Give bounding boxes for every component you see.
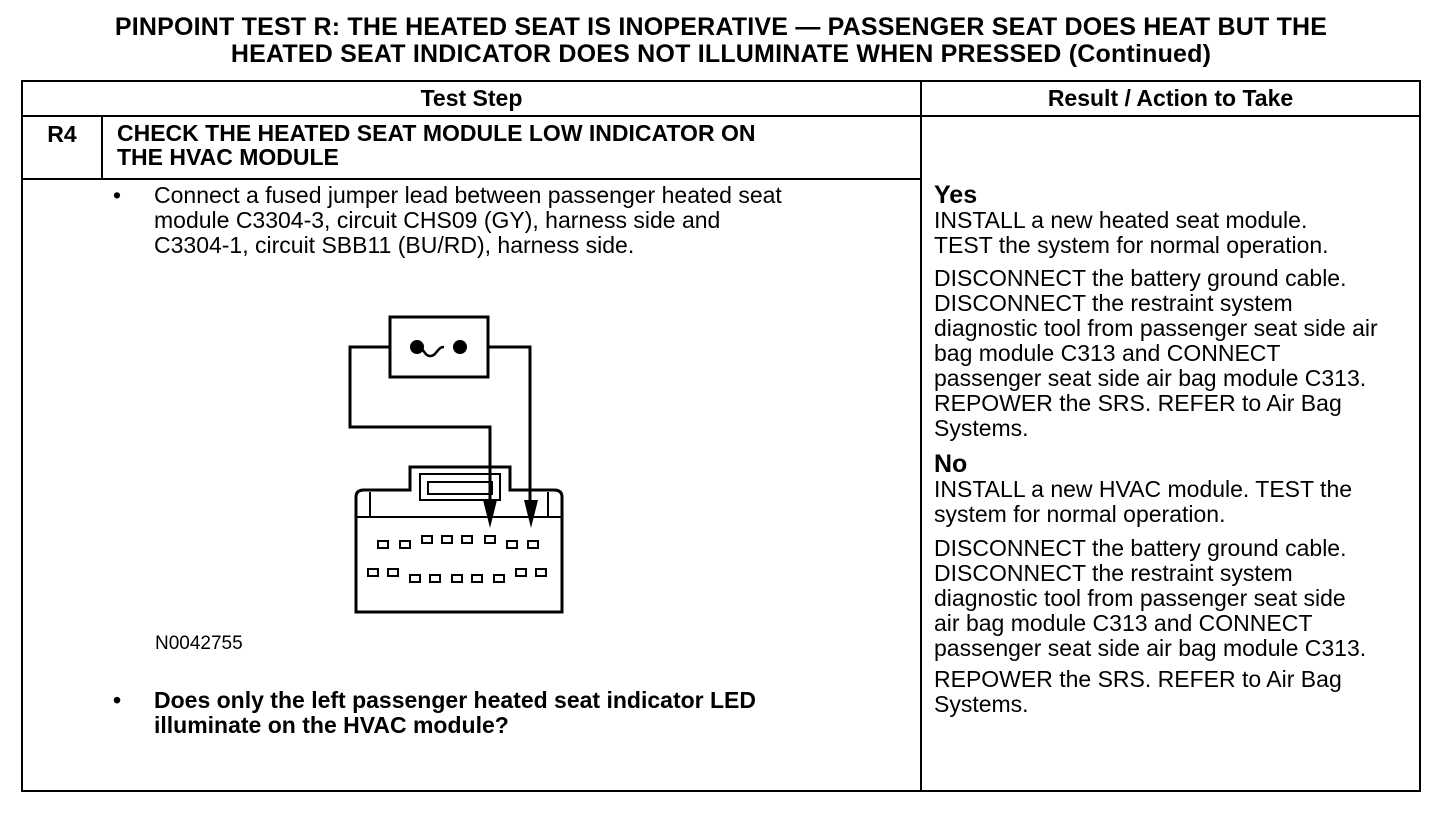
question-text bbox=[154, 688, 894, 738]
note-line: diagnostic tool from passenger seat side bbox=[934, 585, 1346, 611]
connector-cavity bbox=[472, 575, 482, 582]
header-test-step: Test Step bbox=[420, 85, 523, 111]
result-yes-label: Yes bbox=[934, 181, 978, 209]
connector-latch-slot bbox=[428, 482, 492, 494]
connector-cavity bbox=[516, 569, 526, 576]
title-line-2: HEATED SEAT INDICATOR DOES NOT ILLUMINATE WHEN PRESSED (Continued) bbox=[230, 40, 1212, 68]
result-line: INSTALL a new HVAC module. TEST the bbox=[934, 476, 1353, 502]
connector-cavity bbox=[462, 536, 472, 543]
note-line: REPOWER the SRS. REFER to Air Bag bbox=[934, 390, 1342, 416]
result-line: system for normal operation. bbox=[934, 501, 1226, 527]
result-yes bbox=[934, 183, 1434, 258]
fuse-terminal-left bbox=[410, 340, 424, 354]
question-line: Does only the left passenger heated seat indicator LED bbox=[154, 687, 756, 713]
probe-tip-left bbox=[483, 500, 497, 528]
connector-latch bbox=[420, 474, 500, 500]
note-line: passenger seat side air bag module C313. bbox=[934, 635, 1367, 661]
connector-cavity bbox=[452, 575, 462, 582]
question-line: illuminate on the HVAC module? bbox=[154, 712, 509, 738]
instruction-line: module C3304-3, circuit CHS09 (GY), harness side and bbox=[154, 207, 721, 233]
bullet-icon: • bbox=[113, 182, 122, 208]
page-title bbox=[0, 14, 1442, 68]
step-title bbox=[117, 121, 897, 169]
probe-tip-right bbox=[524, 500, 538, 528]
note-line: air bag module C313 and CONNECT bbox=[934, 610, 1313, 636]
column-divider bbox=[920, 80, 922, 792]
result-no-label: No bbox=[934, 450, 968, 478]
result-line: INSTALL a new heated seat module. bbox=[934, 207, 1308, 233]
note-line: DISCONNECT the battery ground cable. bbox=[934, 265, 1347, 291]
note-line: DISCONNECT the restraint system bbox=[934, 560, 1293, 586]
instruction-line: Connect a fused jumper lead between passenger heated seat bbox=[154, 182, 782, 208]
connector-cavity bbox=[507, 541, 517, 548]
title-line-1: PINPOINT TEST R: THE HEATED SEAT IS INOPERATIVE — PASSENGER SEAT DOES HEAT BUT THE bbox=[114, 13, 1328, 41]
step-title-line-1: CHECK THE HEATED SEAT MODULE LOW INDICATOR ON bbox=[117, 120, 756, 146]
step-id: R4 bbox=[23, 117, 103, 178]
note-line: DISCONNECT the battery ground cable. bbox=[934, 535, 1347, 561]
result-no bbox=[934, 452, 1434, 527]
instruction-line: C3304-1, circuit SBB11 (BU/RD), harness side. bbox=[154, 232, 635, 258]
connector-cavity bbox=[410, 575, 420, 582]
bullet-icon: • bbox=[113, 687, 122, 713]
result-no-note-2 bbox=[934, 667, 1434, 717]
connector-cavity bbox=[430, 575, 440, 582]
connector-cavity bbox=[536, 569, 546, 576]
step-title-divider bbox=[21, 178, 922, 180]
result-yes-note bbox=[934, 266, 1434, 441]
jumper-wiring-diagram bbox=[340, 312, 580, 617]
note-line: passenger seat side air bag module C313. bbox=[934, 365, 1367, 391]
header-divider bbox=[21, 115, 1421, 117]
note-line: Systems. bbox=[934, 415, 1029, 441]
connector-cavity bbox=[378, 541, 388, 548]
result-no-note bbox=[934, 536, 1434, 661]
connector-cavity bbox=[494, 575, 504, 582]
fuse-terminal-right bbox=[453, 340, 467, 354]
connector-body bbox=[356, 467, 562, 612]
connector-cavity bbox=[442, 536, 452, 543]
connector-cavity bbox=[528, 541, 538, 548]
fuse-box bbox=[390, 317, 488, 377]
connector-cavity bbox=[388, 569, 398, 576]
step-title-line-2: THE HVAC MODULE bbox=[117, 144, 339, 170]
figure-id: N0042755 bbox=[155, 633, 243, 654]
note-line: DISCONNECT the restraint system bbox=[934, 290, 1293, 316]
header-result: Result / Action to Take bbox=[1047, 85, 1294, 111]
connector-cavity bbox=[368, 569, 378, 576]
result-line: TEST the system for normal operation. bbox=[934, 232, 1329, 258]
note-line: bag module C313 and CONNECT bbox=[934, 340, 1281, 366]
instruction-text bbox=[154, 183, 894, 258]
note-line: diagnostic tool from passenger seat side air bbox=[934, 315, 1378, 341]
connector-cavity bbox=[422, 536, 432, 543]
connector-cavity bbox=[485, 536, 495, 543]
note-line: Systems. bbox=[934, 691, 1029, 717]
note-line: REPOWER the SRS. REFER to Air Bag bbox=[934, 666, 1342, 692]
connector-cavity bbox=[400, 541, 410, 548]
